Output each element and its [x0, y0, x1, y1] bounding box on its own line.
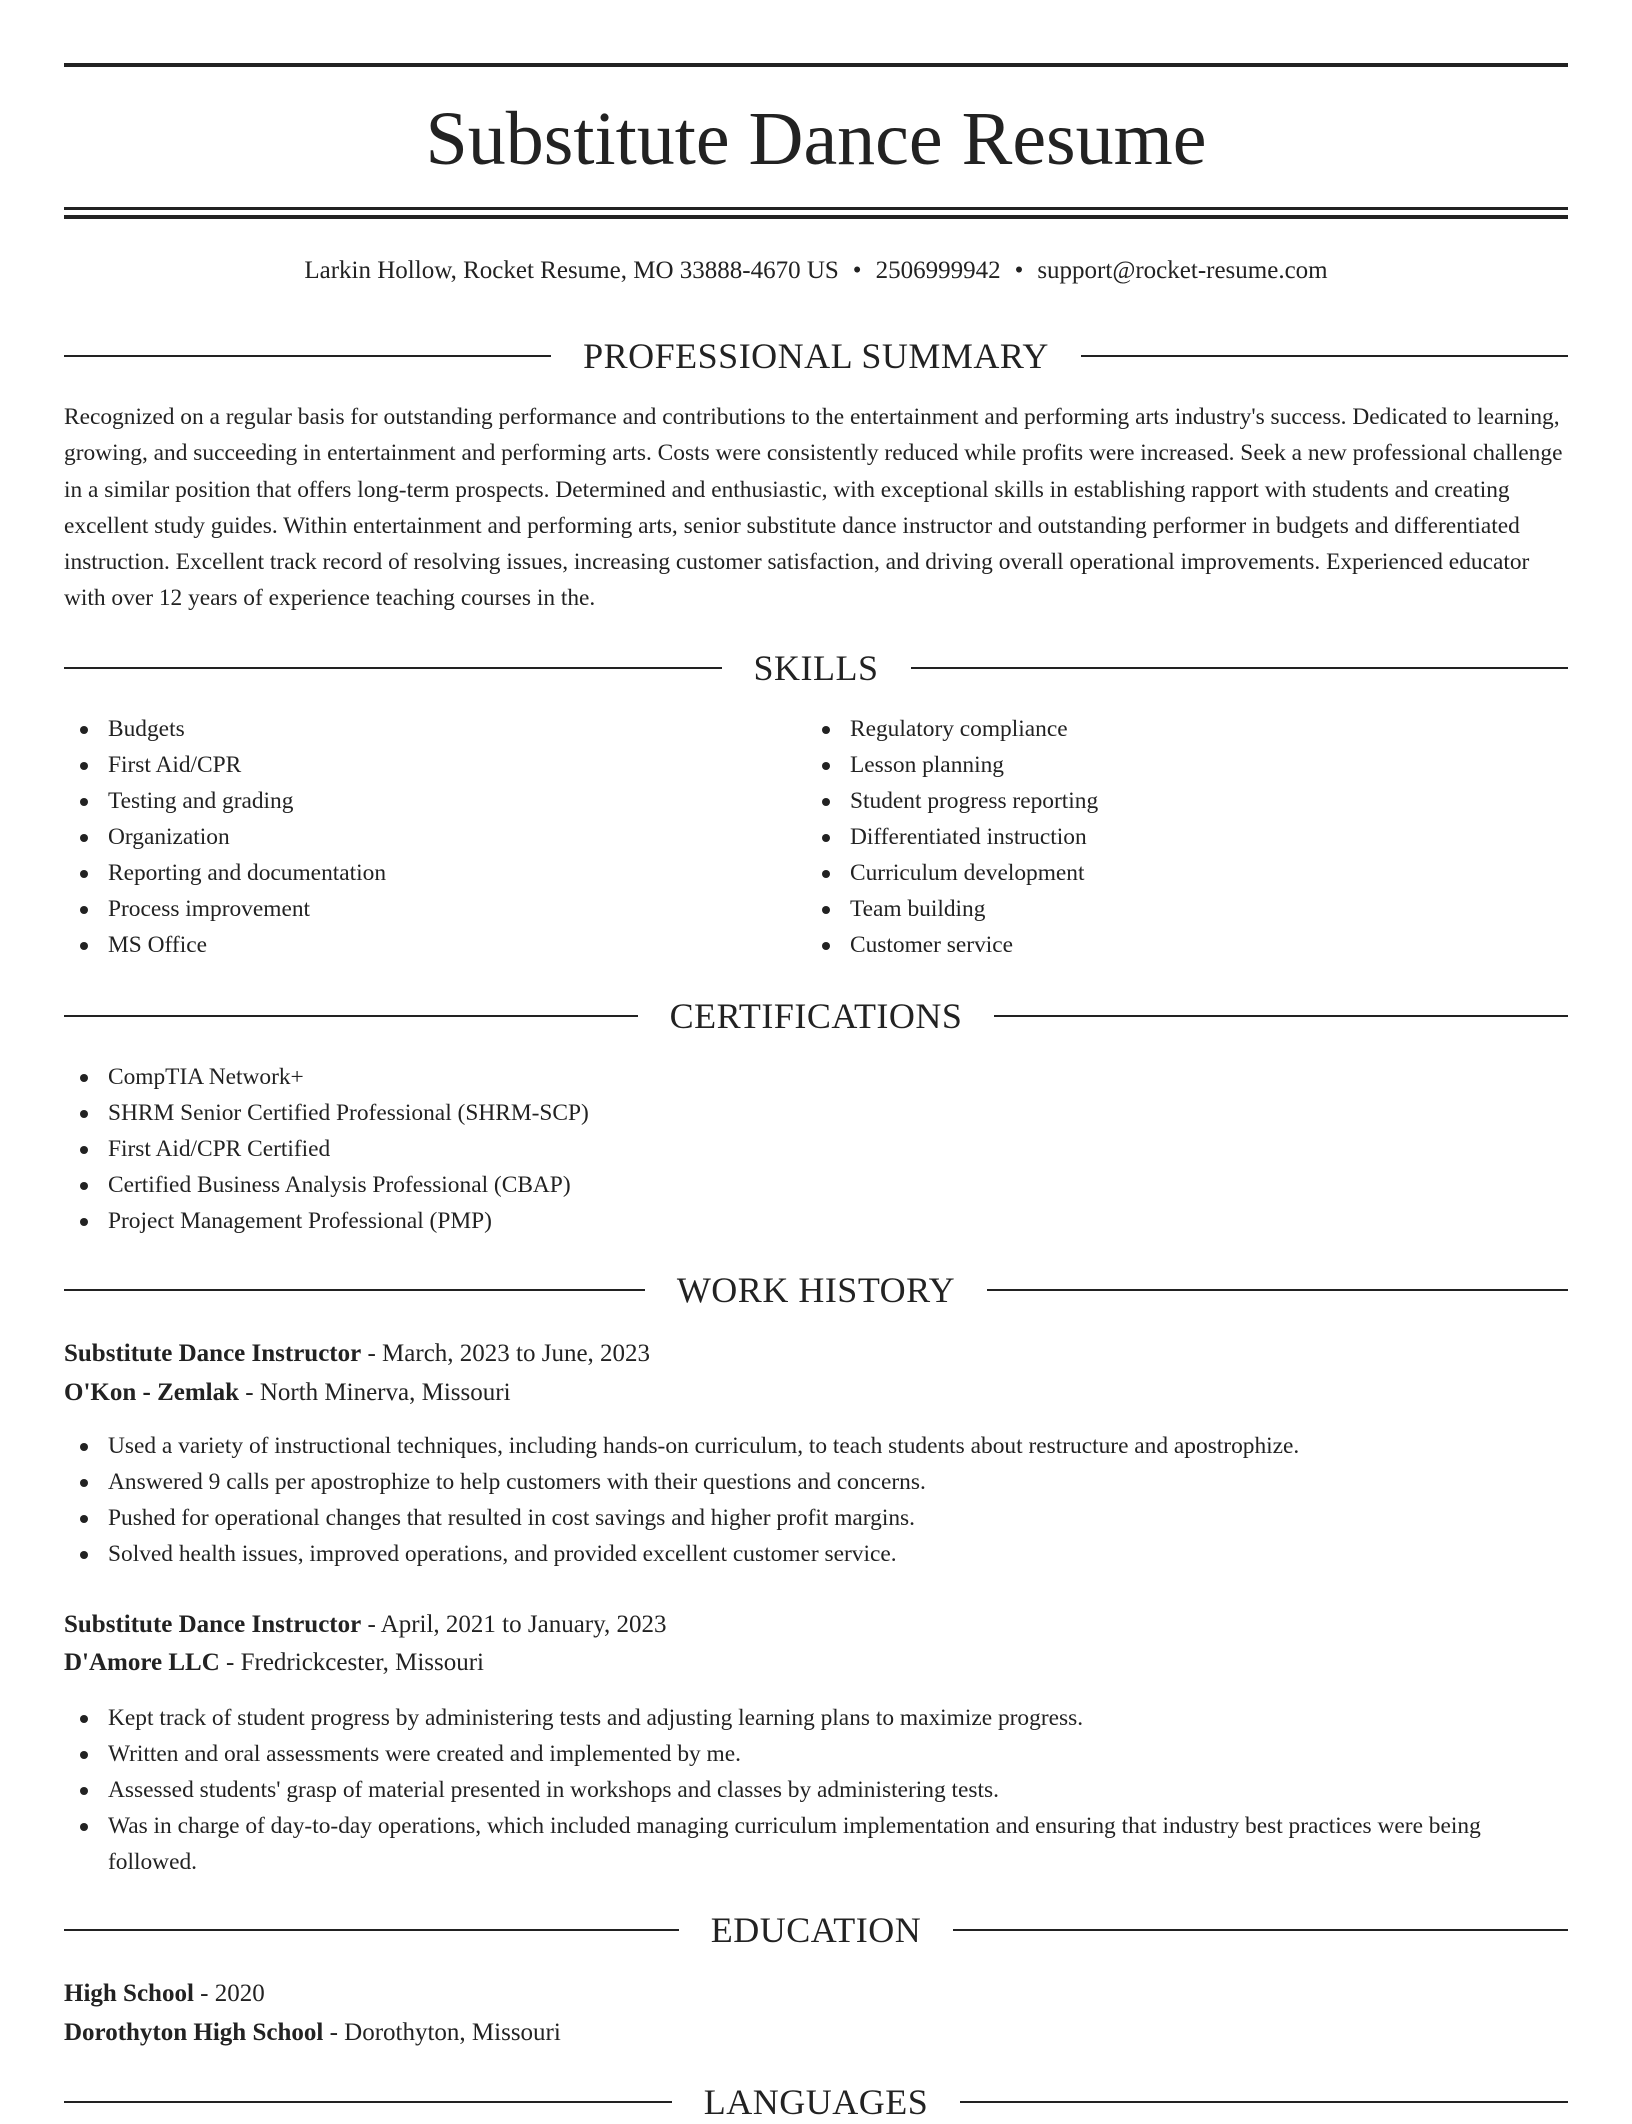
heading-rule	[1081, 355, 1568, 357]
skill-item: Customer service	[806, 927, 1546, 963]
section-title: WORK HISTORY	[676, 1270, 956, 1310]
job-bullet: Pushed for operational changes that resulted in cost savings and higher profit margins.	[64, 1500, 1568, 1536]
skills-heading	[64, 646, 1568, 690]
skills-left-column	[64, 711, 804, 963]
section-title: LANGUAGES	[703, 2082, 929, 2122]
heading-rule	[953, 1929, 1568, 1931]
heading-rule	[64, 1015, 638, 1017]
job-title: Substitute Dance Instructor	[64, 1340, 362, 1367]
heading-rule	[994, 1015, 1568, 1017]
skill-item: Budgets	[64, 711, 804, 747]
heading-rule	[64, 667, 722, 669]
skill-item: Process improvement	[64, 891, 804, 927]
education-degree: High School	[64, 1980, 194, 2007]
contact-line	[64, 254, 1568, 288]
contact-separator: •	[1014, 257, 1024, 284]
job-bullet: Assessed students' grasp of material presented in workshops and classes by administering tests.	[64, 1772, 1568, 1808]
education-school: Dorothyton High School	[64, 2019, 324, 2046]
skill-item: Differentiated instruction	[806, 819, 1546, 855]
job-company: D'Amore LLC	[64, 1649, 220, 1676]
job-bullets	[64, 1700, 1568, 1880]
skills-right-column	[806, 711, 1546, 963]
section-title: EDUCATION	[710, 1910, 922, 1950]
education-school-line	[64, 2015, 1568, 2051]
skill-item: Testing and grading	[64, 783, 804, 819]
job-bullet: Solved health issues, improved operations, and provided excellent customer service.	[64, 1536, 1568, 1572]
top-rule	[64, 63, 1568, 67]
heading-rule	[911, 667, 1569, 669]
section-title: CERTIFICATIONS	[669, 996, 963, 1036]
job-bullet: Used a variety of instructional techniques, including hands-on curriculum, to teach students about restructure and apostrophize.	[64, 1428, 1568, 1464]
job-bullet: Written and oral assessments were created and implemented by me.	[64, 1736, 1568, 1772]
title-rule-lower	[64, 215, 1568, 219]
job-bullets	[64, 1428, 1568, 1572]
summary-heading	[64, 334, 1568, 378]
languages-heading	[64, 2080, 1568, 2124]
job-bullet: Kept track of student progress by administering tests and adjusting learning plans to maximize progress.	[64, 1700, 1568, 1736]
certification-item: Project Management Professional (PMP)	[64, 1203, 1568, 1239]
skill-item: Regulatory compliance	[806, 711, 1546, 747]
skill-item: MS Office	[64, 927, 804, 963]
job-location: - Fredrickcester, Missouri	[219, 1649, 484, 1676]
section-title: SKILLS	[753, 648, 879, 688]
heading-rule	[960, 2101, 1568, 2103]
job-bullet: Answered 9 calls per apostrophize to help customers with their questions and concerns.	[64, 1464, 1568, 1500]
job-company: O'Kon - Zemlak	[64, 1379, 240, 1406]
skill-item: Organization	[64, 819, 804, 855]
work-history-heading	[64, 1268, 1568, 1312]
heading-rule	[987, 1289, 1568, 1291]
job-title-line	[64, 1607, 1568, 1643]
certifications-heading	[64, 994, 1568, 1038]
title-rule-upper	[64, 207, 1568, 210]
contact-separator: •	[852, 257, 862, 284]
section-title: PROFESSIONAL SUMMARY	[583, 336, 1049, 376]
certification-item: Certified Business Analysis Professional (CBAP)	[64, 1167, 1568, 1203]
heading-rule	[64, 1929, 679, 1931]
education-heading	[64, 1908, 1568, 1952]
resume-title: Substitute Dance Resume	[425, 97, 1207, 181]
contact-email: support@rocket-resume.com	[1037, 257, 1328, 284]
education-degree-line	[64, 1976, 1568, 2012]
job-dates: - March, 2023 to June, 2023	[361, 1340, 651, 1367]
heading-rule	[64, 2101, 672, 2103]
job-bullet: Was in charge of day-to-day operations, which included managing curriculum implementation and ensuring that industry best practices were being followed.	[64, 1808, 1568, 1880]
education-location: - Dorothyton, Missouri	[323, 2019, 561, 2046]
education-year: - 2020	[193, 1980, 265, 2007]
certifications-list	[64, 1059, 1568, 1239]
skill-item: Team building	[806, 891, 1546, 927]
job-location: - North Minerva, Missouri	[239, 1379, 511, 1406]
job-title-line	[64, 1336, 1568, 1372]
contact-phone: 2506999942	[875, 257, 1001, 284]
heading-rule	[64, 355, 551, 357]
skill-item: Student progress reporting	[806, 783, 1546, 819]
contact-address: Larkin Hollow, Rocket Resume, MO 33888-4670 US	[304, 257, 839, 284]
skill-item: Curriculum development	[806, 855, 1546, 891]
heading-rule	[64, 1289, 645, 1291]
certification-item: First Aid/CPR Certified	[64, 1131, 1568, 1167]
certification-item: CompTIA Network+	[64, 1059, 1568, 1095]
job-dates: - April, 2021 to January, 2023	[361, 1611, 667, 1638]
skill-item: First Aid/CPR	[64, 747, 804, 783]
certification-item: SHRM Senior Certified Professional (SHRM-SCP)	[64, 1095, 1568, 1131]
summary-text: Recognized on a regular basis for outstanding performance and contributions to the entertainment and performing arts industry's success. Dedicated to learning, growing, and succeeding in entertainment and performing arts. Costs were consistently reduced while profits were increased. Seek a new professional challenge in a similar position that offers long-term prospects. Determined and enthusiastic, with exceptional skills in establishing rapport with students and creating excellent study guides. Within entertainment and performing arts, senior substitute dance instructor and outstanding performer in budgets and differentiated instruction. Excellent track record of resolving issues, increasing customer satisfaction, and driving overall operational improvements. Experienced educator with over 12 years of experience teaching courses in the.	[64, 404, 1563, 612]
job-company-line	[64, 1375, 1568, 1411]
job-title: Substitute Dance Instructor	[64, 1611, 362, 1638]
skill-item: Lesson planning	[806, 747, 1546, 783]
skill-item: Reporting and documentation	[64, 855, 804, 891]
job-company-line	[64, 1645, 1568, 1681]
